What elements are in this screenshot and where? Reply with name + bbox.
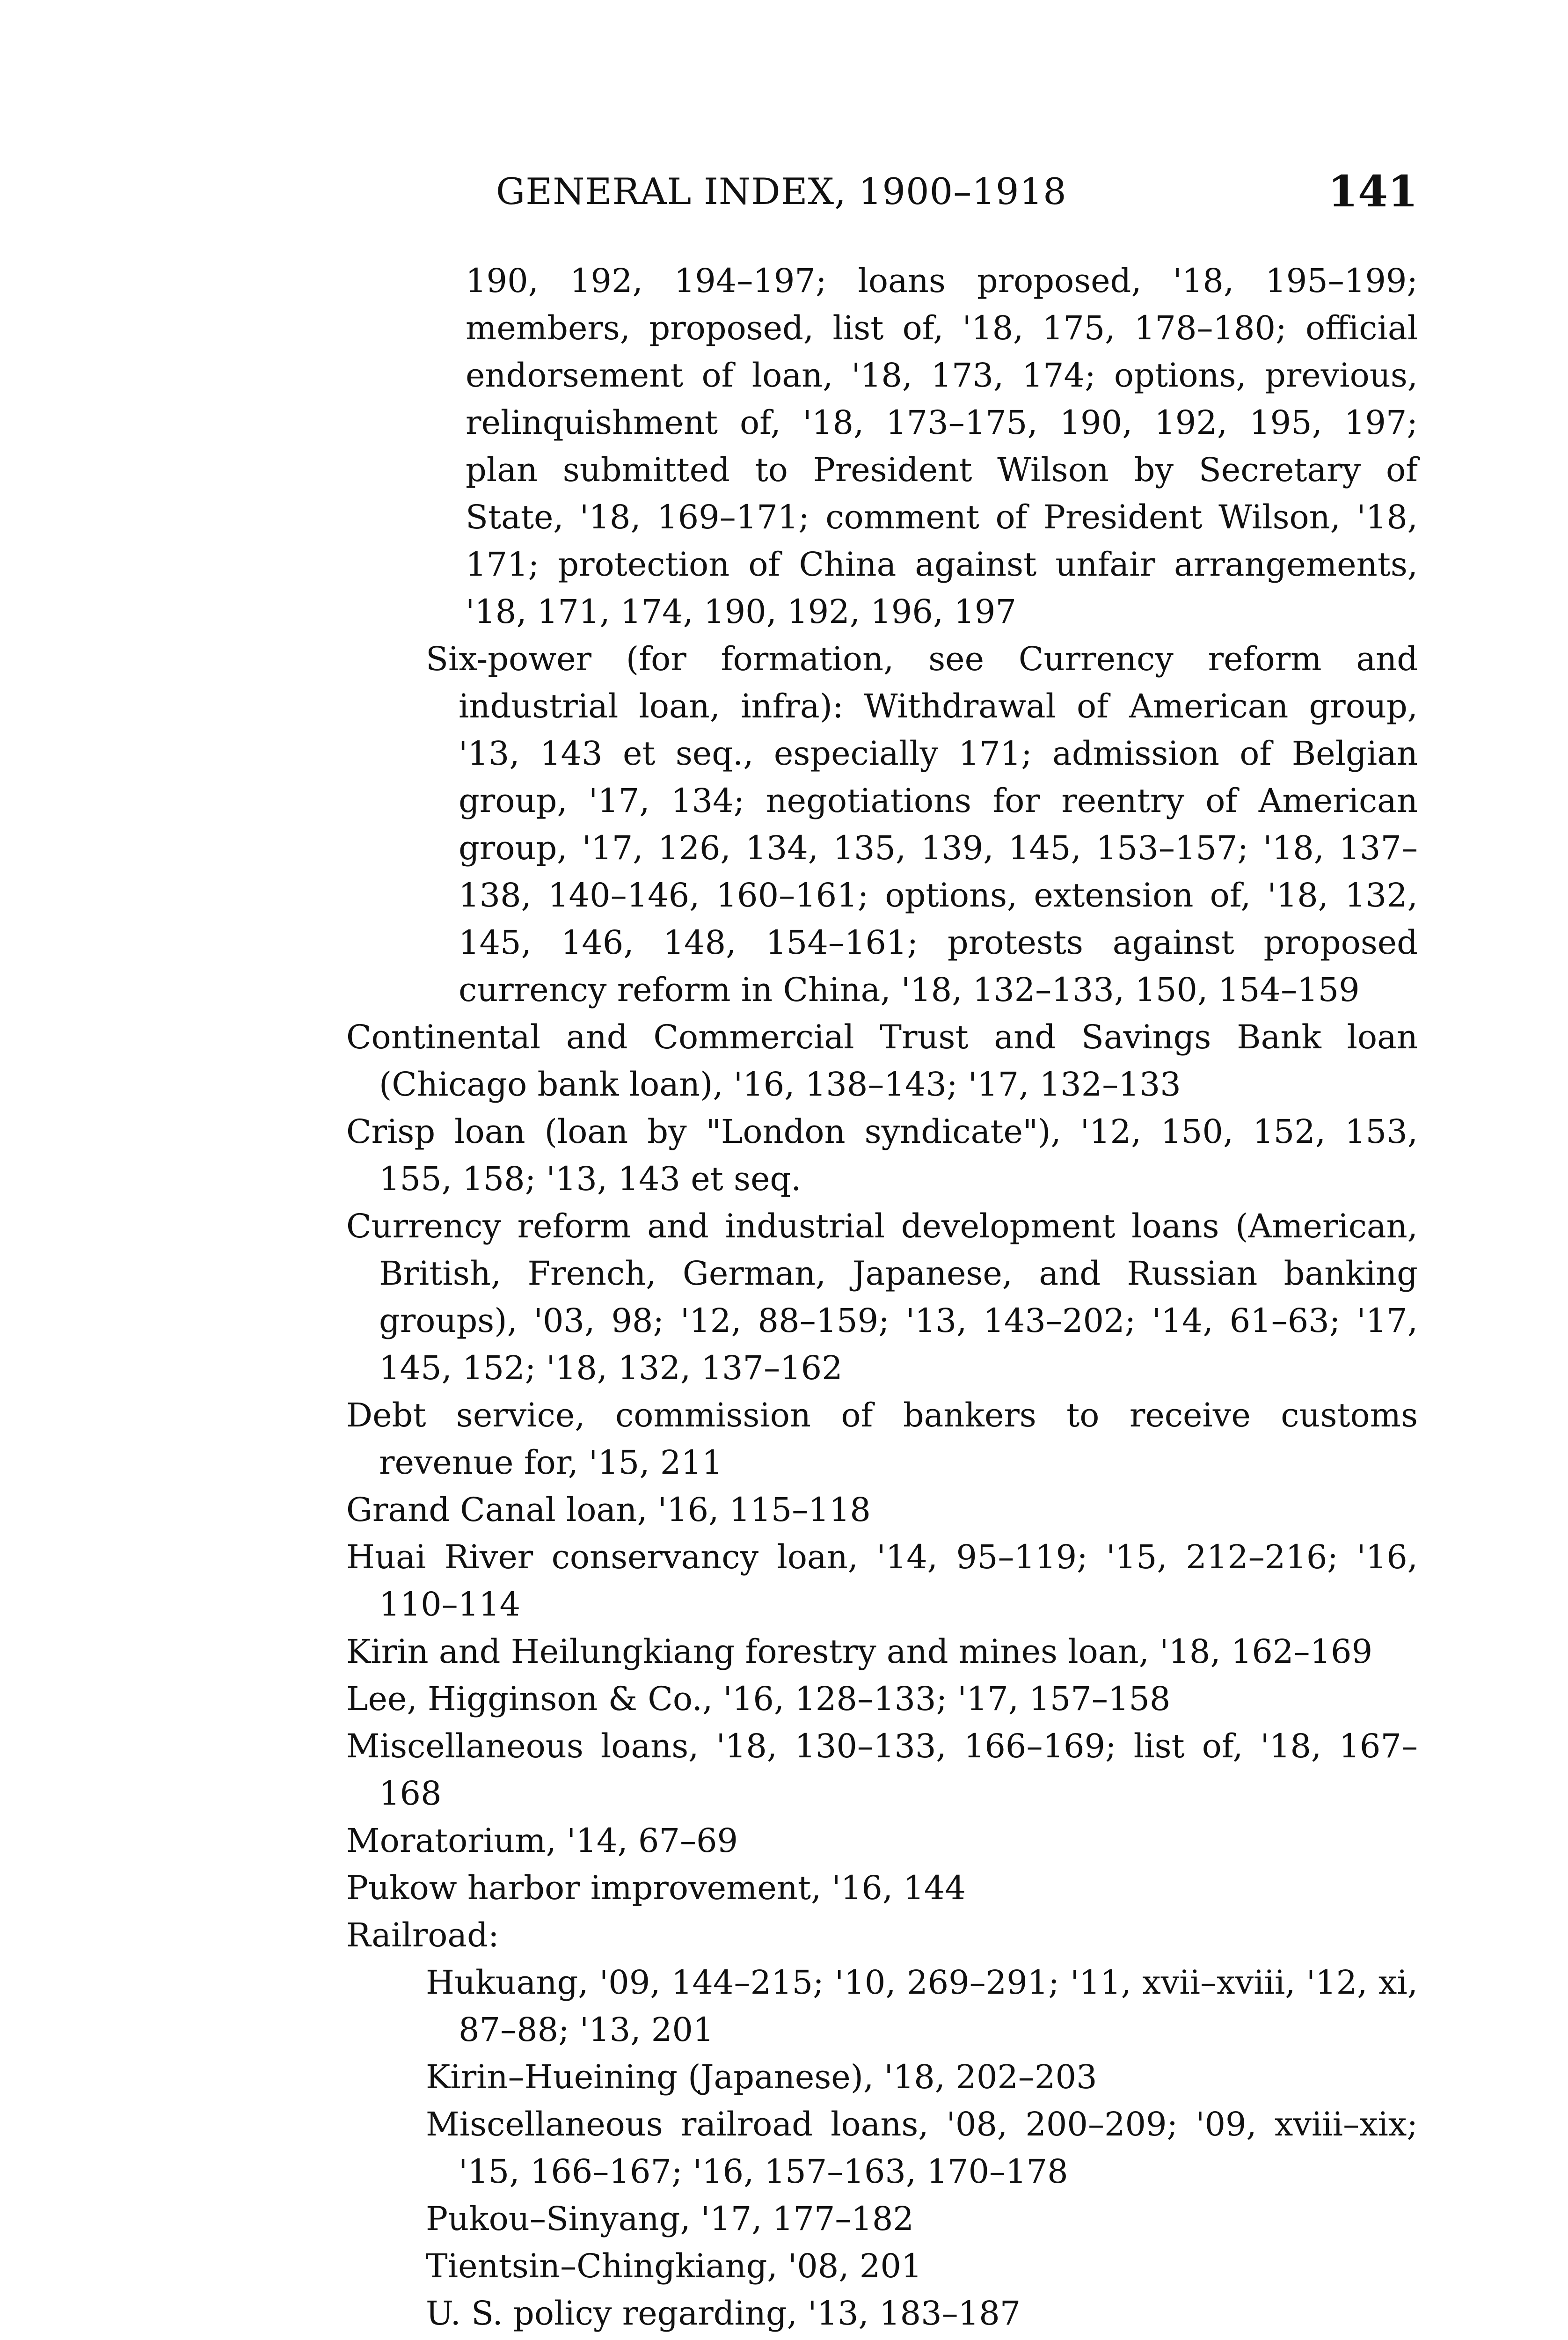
index-subentry-pukou-sinyang: Pukou–Sinyang, '17, 177–182: [426, 2200, 914, 2238]
index-entry-grand-canal: Grand Canal loan, '16, 115–118: [346, 1491, 871, 1529]
index-entry-kirin-heilungkiang: Kirin and Heilungkiang forestry and mines loan, '18, 162–169: [346, 1632, 1373, 1671]
index-entry-crisp-loan: Crisp loan (loan by "London syndicate"), '12, 150, 152, 153, 155, 158; '13, 143 et seq.: [346, 1112, 1418, 1198]
index-entry-miscellaneous-loans: Miscellaneous loans, '18, 130–133, 166–169; list of, '18, 167–168: [346, 1727, 1418, 1813]
index-entry-moratorium: Moratorium, '14, 67–69: [346, 1821, 738, 1860]
page-number: 141: [1327, 166, 1418, 217]
index-entry-huai-river: Huai River conservancy loan, '14, 95–119; '15, 212–216; '16, 110–114: [346, 1538, 1418, 1623]
index-entry-currency-reform: Currency reform and industrial development loans (American, British, French, German, Japanese, and Russian banking groups), '03, 98; '12, 88–159; '13, 143–202; '14, 61–63; '17, 145, 152; '18, 132, 137–162: [346, 1207, 1418, 1387]
index-entries: [346, 257, 1418, 2337]
index-subentry-kirin-hueining: Kirin–Hueining (Japanese), '18, 202–203: [426, 2058, 1097, 2096]
index-subentry-hukuang: Hukuang, '09, 144–215; '10, 269–291; '11, xvii–xviii, '12, xi, 87–88; '13, 201: [426, 1963, 1418, 2049]
running-head: GENERAL INDEX, 1900–1918: [496, 171, 1067, 213]
page-header: [346, 166, 1418, 227]
index-entry-six-power: Six-power (for formation, see Currency reform and industrial loan, infra): Withdrawal of American group, '13, 143 et seq., especially 171; admission of Belgian group, '17, 134; negotiations for reentry of American group, '17, 126, 134, 135, 139, 145, 153–157; '18, 137–138, 140–146, 160–161; options, extension of, '18, 132, 145, 146, 148, 154–161; protests against proposed currency reform in China, '18, 132–133, 150, 154–159: [426, 640, 1418, 1009]
index-subentry-us-policy: U. S. policy regarding, '13, 183–187: [426, 2294, 1021, 2333]
index-entry-lee-higginson: Lee, Higginson & Co., '16, 128–133; '17, 157–158: [346, 1680, 1171, 1718]
index-entry-continuation: 190, 192, 194–197; loans proposed, '18, 195–199; members, proposed, list of, '18, 175, 178–180; official endorsement of loan, '18, 173, 174; options, previous, relinquishment of, '18, 173–175, 190, 192, 195, 197; plan submitted to President Wilson by Secretary of State, '18, 169–171; comment of President Wilson, '18, 171; protection of China against unfair arrangements, '18, 171, 174, 190, 192, 196, 197: [466, 262, 1418, 631]
index-entry-debt-service: Debt service, commission of bankers to receive customs revenue for, '15, 211: [346, 1396, 1418, 1482]
index-entry-railroad: Railroad:: [346, 1916, 499, 1954]
index-entry-continental-commercial: Continental and Commercial Trust and Savings Bank loan (Chicago bank loan), '16, 138–143; '17, 132–133: [346, 1018, 1418, 1104]
index-subentry-miscellaneous-railroad: Miscellaneous railroad loans, '08, 200–209; '09, xviii–xix; '15, 166–167; '16, 157–163, 170–178: [426, 2105, 1418, 2191]
index-entry-pukow-harbor: Pukow harbor improvement, '16, 144: [346, 1869, 966, 1907]
index-subentry-tientsin-chingkiang: Tientsin–Chingkiang, '08, 201: [426, 2247, 922, 2285]
